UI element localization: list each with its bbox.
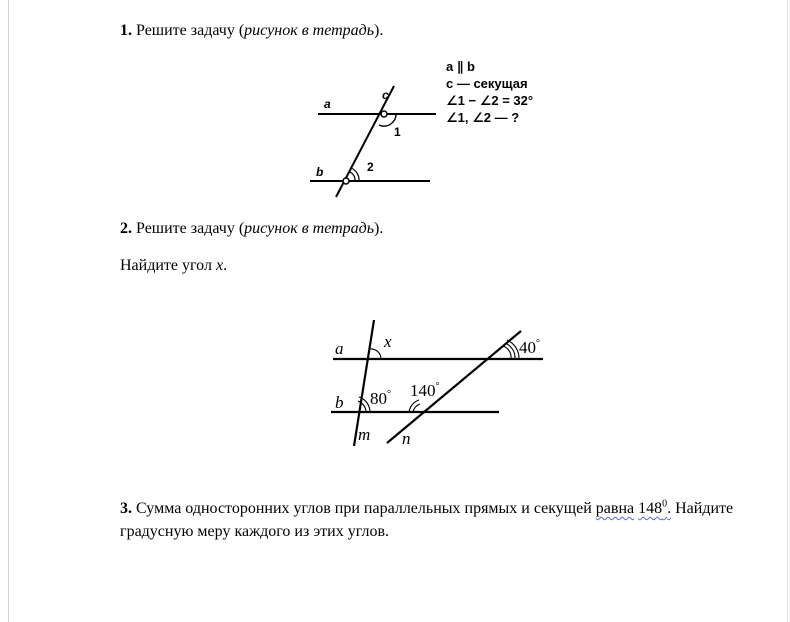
fig2-label-m: m (358, 425, 371, 444)
fig1-intersection-top (381, 111, 387, 117)
fig2-label-x: x (384, 332, 392, 351)
task-2-question-text: Найдите угол (120, 257, 216, 274)
page-left-edge (8, 0, 9, 622)
task-3-text-start: Сумма односторонних углов при параллельных прямых и секущей (136, 500, 596, 517)
fig1-intersection-bottom (343, 178, 349, 184)
task-2-question-end: . (223, 257, 228, 274)
fig2-label-n: n (402, 429, 411, 448)
fig2-arc-x (370, 349, 381, 359)
task-2-question-var: x (215, 257, 224, 274)
fig1-angle-2-arc-inner (350, 172, 355, 181)
task-2-tail: ). (374, 220, 384, 237)
task-1-heading (120, 21, 383, 41)
task-2-number: 2. (120, 220, 132, 237)
fig2-arc-140-2 (409, 400, 419, 412)
task-1-note: рисунок в тетрадь (244, 22, 375, 39)
task-1-lead: Решите задачу ( (136, 22, 245, 39)
fig1-label-b: b (316, 165, 324, 179)
fig2-arc-140-1 (413, 404, 420, 412)
fig1-label-angle-2: 2 (367, 160, 374, 174)
fig2-arc-40-1 (503, 346, 511, 359)
fig2-arc-80-1 (358, 401, 366, 412)
fig2-arc-40-3 (507, 340, 519, 359)
task-1-tail: ). (374, 22, 384, 39)
task-2-question (120, 256, 227, 276)
fig2-arc-80-2 (359, 397, 370, 412)
task-3-text-end: Найдите градусную меру каждого из этих углов. (120, 500, 734, 540)
fig2-line-n (387, 331, 521, 443)
fig2-angle-80: 80° (370, 389, 391, 408)
given-line-1: a ∥ b (446, 59, 475, 74)
task-3-number: 3. (120, 500, 132, 517)
task-3-paragraph (120, 497, 750, 543)
task-3-spellcheck-word[interactable]: равна (595, 500, 635, 517)
task-2-note: рисунок в тетрадь (244, 220, 375, 237)
task-2-lead: Решите задачу ( (136, 220, 245, 237)
fig2-angle-40: 40° (519, 338, 540, 357)
fig1-label-a: a (324, 97, 331, 111)
fig2-angle-140: 140° (410, 381, 440, 400)
given-line-2: c — секущая (446, 76, 528, 91)
fig2-arc-40-2 (505, 343, 515, 359)
fig1-label-angle-1: 1 (394, 125, 401, 139)
fig1-transversal-c (336, 86, 394, 197)
fig1-angle-1-arc (379, 114, 396, 126)
task-1-number: 1. (120, 22, 132, 39)
page-right-edge (787, 0, 788, 622)
fig1-angle-2-arc-outer (351, 168, 359, 181)
task-3-spellcheck-number[interactable]: $148^0$. (638, 498, 672, 517)
fig2-line-m (354, 320, 374, 446)
given-line-3: ∠1 − ∠2 = 32° (446, 93, 534, 108)
fig1-label-c: c (382, 88, 389, 102)
task-2-heading (120, 219, 383, 239)
given-line-4: ∠1, ∠2 — ? (446, 110, 520, 125)
fig2-label-a: a (335, 339, 344, 358)
fig2-label-b: b (335, 393, 344, 412)
